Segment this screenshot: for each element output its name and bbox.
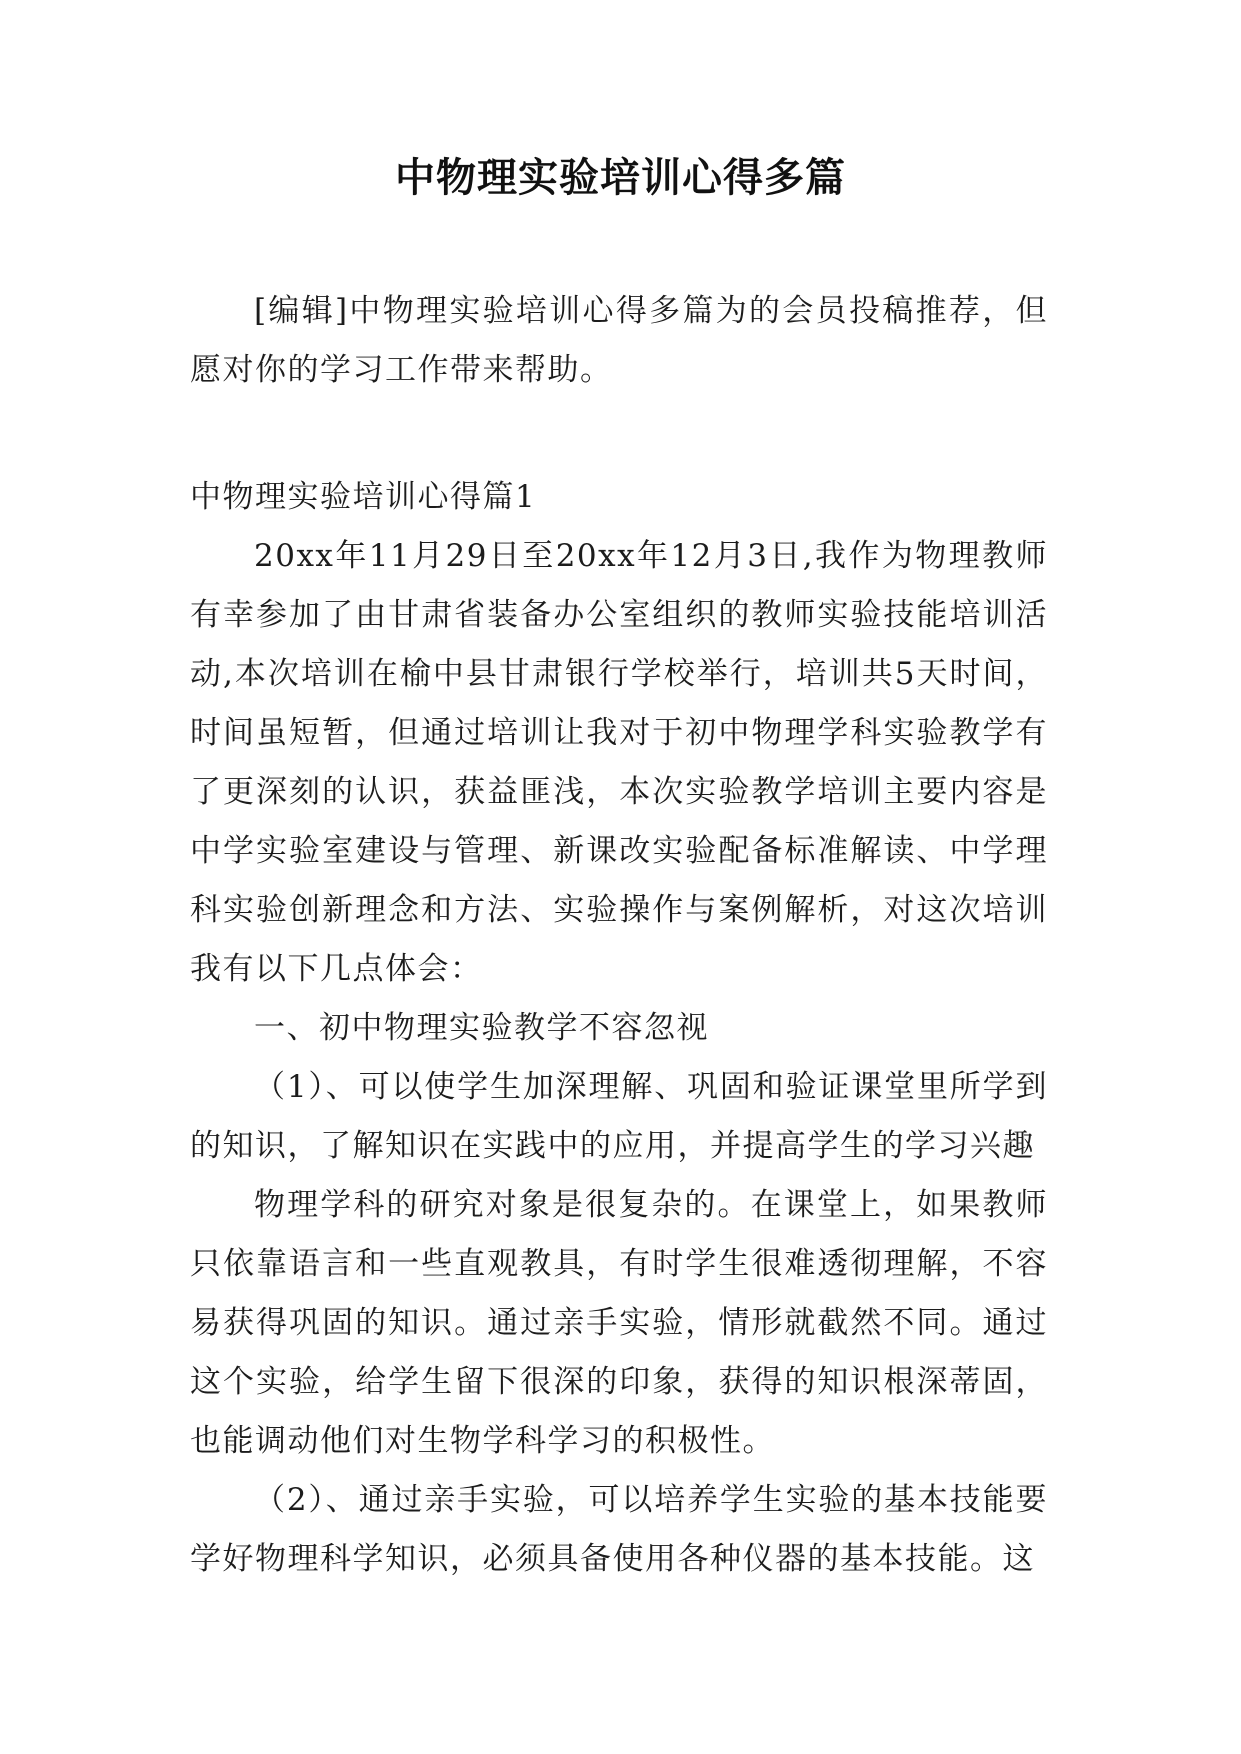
intro-paragraph: [编辑]中物理实验培训心得多篇为的会员投稿推荐，但愿对你的学习工作带来帮助。 xyxy=(190,293,1048,388)
body-paragraph: （2）、通过亲手实验，可以培养学生实验的基本技能要学好物理科学知识，必须具备使用各种仪器的基本技能。这 xyxy=(190,1482,1048,1577)
section-heading: 中物理实验培训心得篇1 xyxy=(190,479,537,515)
subheading-paragraph: 一、初中物理实验教学不容忽视 xyxy=(254,1010,709,1046)
body-paragraph: （1）、可以使学生加深理解、巩固和验证课堂里所学到的知识，了解知识在实践中的应用，并提高学生的学习兴趣 xyxy=(190,1069,1048,1164)
document-body xyxy=(190,282,1048,1589)
body-paragraph: 物理学科的研究对象是很复杂的。在课堂上，如果教师只依靠语言和一些直观教具，有时学生很难透彻理解，不容易获得巩固的知识。通过亲手实验，情形就截然不同。通过这个实验，给学生留下很深的印象，获得的知识根深蒂固，也能调动他们对生物学科学习的积极性。 xyxy=(190,1187,1048,1459)
body-paragraph: 20xx年11月29日至20xx年12月3日,我作为物理教师有幸参加了由甘肃省装备办公室组织的教师实验技能培训活动,本次培训在榆中县甘肃银行学校举行，培训共5天时间，时间虽短暂，但通过培训让我对于初中物理学科实验教学有了更深刻的认识，获益匪浅，本次实验教学培训主要内容是中学实验室建设与管理、新课改实验配备标准解读、中学理科实验创新理念和方法、实验操作与案例解析，对这次培训我有以下几点体会： xyxy=(190,538,1048,987)
document-title: 中物理实验培训心得多篇 xyxy=(395,154,846,201)
